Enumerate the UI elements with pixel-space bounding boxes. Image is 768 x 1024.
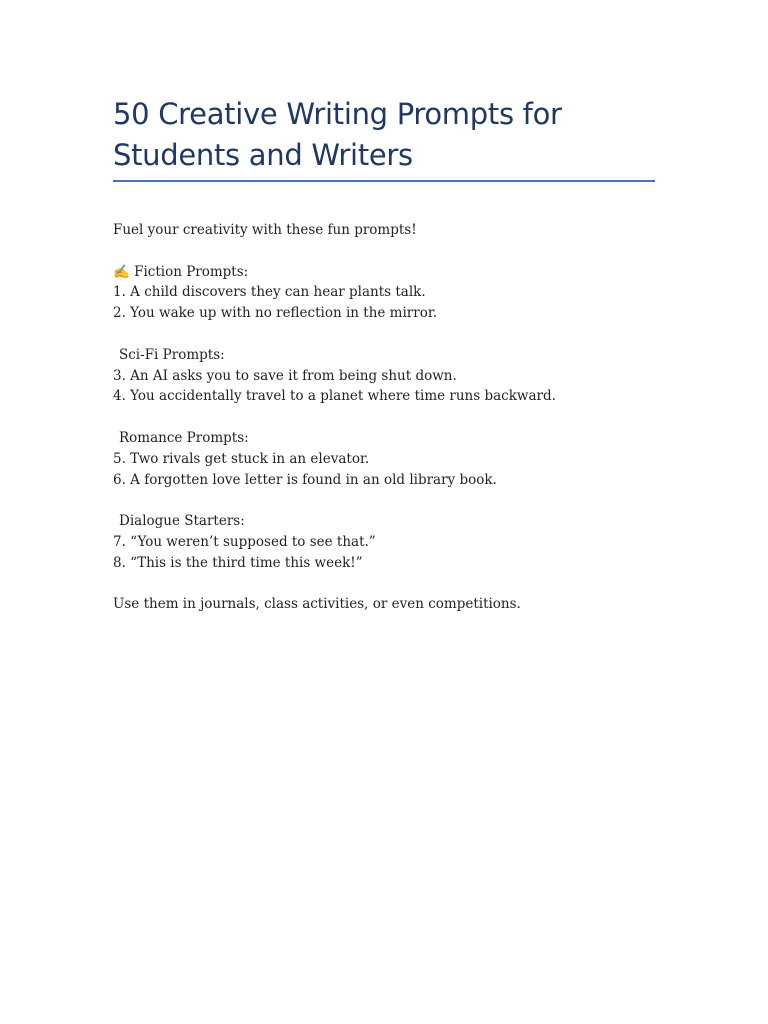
paragraph-spacer bbox=[113, 324, 655, 345]
prompt-item: 3. An AI asks you to save it from being shut down. bbox=[113, 367, 457, 384]
prompt-item: 7. “You weren’t supposed to see that.” bbox=[113, 533, 376, 550]
prompt-item: 8. “This is the third time this week!” bbox=[113, 554, 363, 571]
section-heading-romance: Romance Prompts: bbox=[119, 429, 249, 446]
document-body bbox=[113, 220, 655, 615]
intro-text: Fuel your creativity with these fun prompts! bbox=[113, 222, 417, 238]
prompt-item: 6. A forgotten love letter is found in an old library book. bbox=[113, 471, 497, 488]
paragraph-spacer bbox=[113, 490, 655, 511]
prompt-item: 4. You accidentally travel to a planet where time runs backward. bbox=[113, 388, 556, 405]
paragraph-spacer bbox=[113, 574, 655, 595]
paragraph-spacer bbox=[113, 241, 655, 262]
title-underline bbox=[113, 180, 655, 182]
paragraph-spacer bbox=[113, 407, 655, 428]
title-line-1: 50 Creative Writing Prompts for bbox=[113, 97, 562, 131]
section-heading-scifi: Sci-Fi Prompts: bbox=[119, 346, 225, 363]
title-line-2: Students and Writers bbox=[113, 138, 413, 172]
closing-text: Use them in journals, class activities, or even competitions. bbox=[113, 596, 521, 613]
document-title bbox=[113, 94, 655, 176]
prompt-item: 1. A child discovers they can hear plants talk. bbox=[113, 284, 426, 301]
prompt-item: 5. Two rivals get stuck in an elevator. bbox=[113, 450, 370, 467]
section-heading-fiction: ✍ Fiction Prompts: bbox=[113, 263, 249, 280]
section-heading-dialogue: Dialogue Starters: bbox=[119, 513, 245, 530]
prompt-item: 2. You wake up with no reflection in the mirror. bbox=[113, 305, 438, 322]
